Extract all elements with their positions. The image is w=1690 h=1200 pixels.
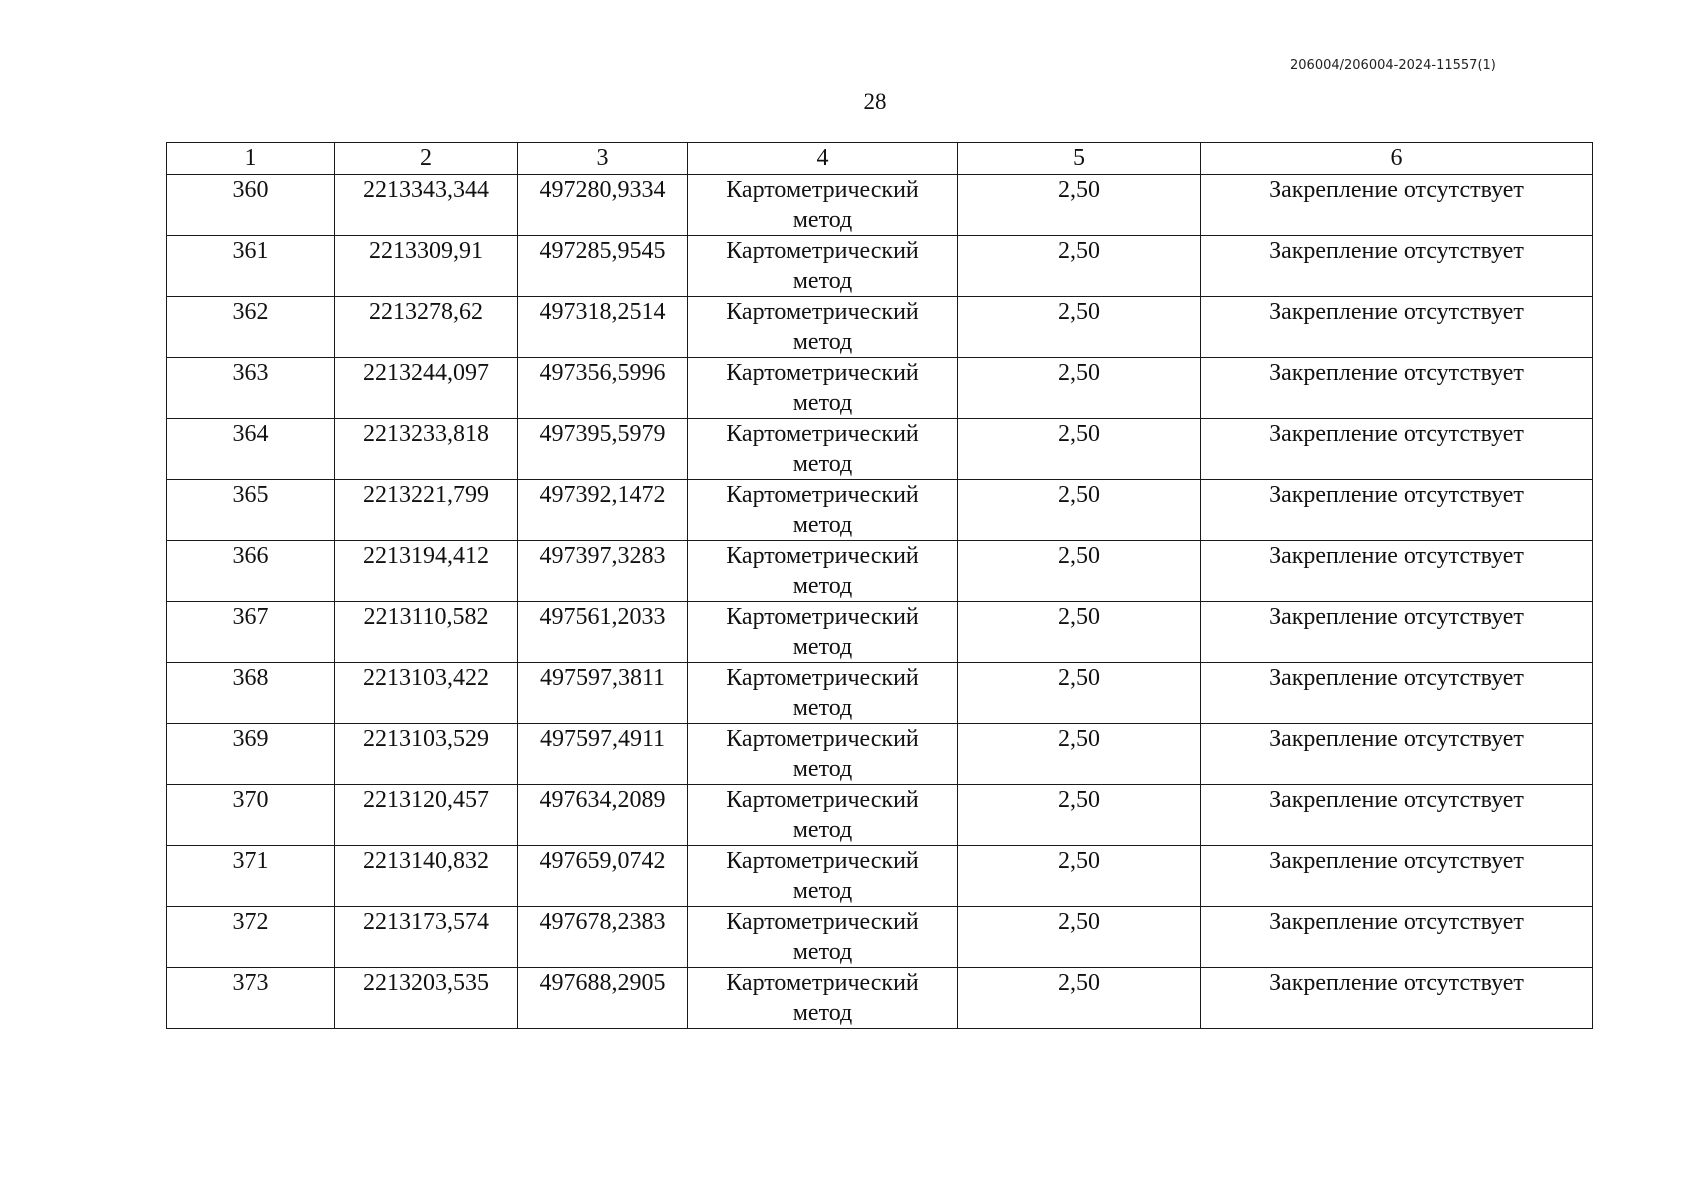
table-row xyxy=(167,785,1593,846)
table-row xyxy=(167,663,1593,724)
x-coordinate-cell: 2213194,412 xyxy=(335,541,518,602)
method-cell xyxy=(688,541,958,602)
fixation-cell: Закрепление отсутствует xyxy=(1201,846,1593,907)
y-coordinate-cell: 497285,9545 xyxy=(518,236,688,297)
y-coordinate-cell: 497392,1472 xyxy=(518,480,688,541)
method-line-1: Картометрический xyxy=(726,482,919,508)
table-row xyxy=(167,236,1593,297)
point-number-cell: 371 xyxy=(167,846,335,907)
x-coordinate-cell: 2213120,457 xyxy=(335,785,518,846)
fixation-cell: Закрепление отсутствует xyxy=(1201,602,1593,663)
method-line-2: метод xyxy=(792,817,853,843)
method-line-2: метод xyxy=(792,268,853,294)
x-coordinate-cell: 2213103,422 xyxy=(335,663,518,724)
method-cell xyxy=(688,968,958,1029)
accuracy-cell: 2,50 xyxy=(958,297,1201,358)
table-row xyxy=(167,602,1593,663)
method-cell xyxy=(688,724,958,785)
table-row xyxy=(167,358,1593,419)
method-line-2: метод xyxy=(792,390,853,416)
fixation-cell: Закрепление отсутствует xyxy=(1201,480,1593,541)
method-line-1: Картометрический xyxy=(726,726,919,752)
column-header: 1 xyxy=(167,143,335,175)
column-header: 4 xyxy=(688,143,958,175)
y-coordinate-cell: 497318,2514 xyxy=(518,297,688,358)
x-coordinate-cell: 2213173,574 xyxy=(335,907,518,968)
method-line-2: метод xyxy=(792,1000,853,1026)
method-line-1: Картометрический xyxy=(726,909,919,935)
fixation-cell: Закрепление отсутствует xyxy=(1201,175,1593,236)
method-line-1: Картометрический xyxy=(726,360,919,386)
accuracy-cell: 2,50 xyxy=(958,358,1201,419)
table-row xyxy=(167,541,1593,602)
point-number-cell: 373 xyxy=(167,968,335,1029)
table-row xyxy=(167,846,1593,907)
method-line-1: Картометрический xyxy=(726,299,919,325)
point-number-cell: 372 xyxy=(167,907,335,968)
y-coordinate-cell: 497561,2033 xyxy=(518,602,688,663)
method-line-1: Картометрический xyxy=(726,787,919,813)
table-row xyxy=(167,907,1593,968)
x-coordinate-cell: 2213309,91 xyxy=(335,236,518,297)
document-id: 206004/206004-2024-11557(1) xyxy=(1290,58,1496,73)
method-cell xyxy=(688,785,958,846)
point-number-cell: 369 xyxy=(167,724,335,785)
method-line-2: метод xyxy=(792,512,853,538)
method-cell xyxy=(688,480,958,541)
x-coordinate-cell: 2213140,832 xyxy=(335,846,518,907)
table-row xyxy=(167,297,1593,358)
y-coordinate-cell: 497597,3811 xyxy=(518,663,688,724)
column-header: 5 xyxy=(958,143,1201,175)
fixation-cell: Закрепление отсутствует xyxy=(1201,663,1593,724)
method-cell xyxy=(688,297,958,358)
accuracy-cell: 2,50 xyxy=(958,663,1201,724)
method-line-1: Картометрический xyxy=(726,238,919,264)
method-cell xyxy=(688,846,958,907)
fixation-cell: Закрепление отсутствует xyxy=(1201,968,1593,1029)
point-number-cell: 364 xyxy=(167,419,335,480)
point-number-cell: 360 xyxy=(167,175,335,236)
x-coordinate-cell: 2213221,799 xyxy=(335,480,518,541)
accuracy-cell: 2,50 xyxy=(958,907,1201,968)
fixation-cell: Закрепление отсутствует xyxy=(1201,785,1593,846)
method-cell xyxy=(688,175,958,236)
x-coordinate-cell: 2213343,344 xyxy=(335,175,518,236)
point-number-cell: 362 xyxy=(167,297,335,358)
method-line-1: Картометрический xyxy=(726,421,919,447)
y-coordinate-cell: 497395,5979 xyxy=(518,419,688,480)
fixation-cell: Закрепление отсутствует xyxy=(1201,724,1593,785)
y-coordinate-cell: 497659,0742 xyxy=(518,846,688,907)
column-header: 6 xyxy=(1201,143,1593,175)
table-row xyxy=(167,480,1593,541)
method-line-1: Картометрический xyxy=(726,177,919,203)
y-coordinate-cell: 497280,9334 xyxy=(518,175,688,236)
fixation-cell: Закрепление отсутствует xyxy=(1201,541,1593,602)
x-coordinate-cell: 2213244,097 xyxy=(335,358,518,419)
point-number-cell: 365 xyxy=(167,480,335,541)
method-line-2: метод xyxy=(792,451,853,477)
table-row xyxy=(167,175,1593,236)
x-coordinate-cell: 2213278,62 xyxy=(335,297,518,358)
method-cell xyxy=(688,358,958,419)
x-coordinate-cell: 2213103,529 xyxy=(335,724,518,785)
table-row xyxy=(167,724,1593,785)
y-coordinate-cell: 497397,3283 xyxy=(518,541,688,602)
table-body xyxy=(167,175,1593,1029)
method-cell xyxy=(688,663,958,724)
x-coordinate-cell: 2213110,582 xyxy=(335,602,518,663)
accuracy-cell: 2,50 xyxy=(958,236,1201,297)
point-number-cell: 370 xyxy=(167,785,335,846)
accuracy-cell: 2,50 xyxy=(958,785,1201,846)
method-line-2: метод xyxy=(792,634,853,660)
method-line-2: метод xyxy=(792,939,853,965)
table-row xyxy=(167,968,1593,1029)
method-cell xyxy=(688,419,958,480)
method-line-1: Картометрический xyxy=(726,543,919,569)
fixation-cell: Закрепление отсутствует xyxy=(1201,236,1593,297)
fixation-cell: Закрепление отсутствует xyxy=(1201,419,1593,480)
coordinates-table xyxy=(166,142,1593,1029)
accuracy-cell: 2,50 xyxy=(958,480,1201,541)
accuracy-cell: 2,50 xyxy=(958,602,1201,663)
x-coordinate-cell: 2213203,535 xyxy=(335,968,518,1029)
method-line-1: Картометрический xyxy=(726,970,919,996)
accuracy-cell: 2,50 xyxy=(958,419,1201,480)
fixation-cell: Закрепление отсутствует xyxy=(1201,297,1593,358)
x-coordinate-cell: 2213233,818 xyxy=(335,419,518,480)
method-cell xyxy=(688,602,958,663)
method-line-2: метод xyxy=(792,573,853,599)
method-line-2: метод xyxy=(792,329,853,355)
point-number-cell: 367 xyxy=(167,602,335,663)
y-coordinate-cell: 497356,5996 xyxy=(518,358,688,419)
point-number-cell: 368 xyxy=(167,663,335,724)
y-coordinate-cell: 497678,2383 xyxy=(518,907,688,968)
method-cell xyxy=(688,907,958,968)
y-coordinate-cell: 497688,2905 xyxy=(518,968,688,1029)
column-header: 3 xyxy=(518,143,688,175)
method-line-1: Картометрический xyxy=(726,665,919,691)
method-line-2: метод xyxy=(792,695,853,721)
method-cell xyxy=(688,236,958,297)
method-line-2: метод xyxy=(792,878,853,904)
accuracy-cell: 2,50 xyxy=(958,724,1201,785)
y-coordinate-cell: 497597,4911 xyxy=(518,724,688,785)
y-coordinate-cell: 497634,2089 xyxy=(518,785,688,846)
point-number-cell: 361 xyxy=(167,236,335,297)
accuracy-cell: 2,50 xyxy=(958,846,1201,907)
method-line-2: метод xyxy=(792,756,853,782)
method-line-1: Картометрический xyxy=(726,604,919,630)
fixation-cell: Закрепление отсутствует xyxy=(1201,907,1593,968)
method-line-1: Картометрический xyxy=(726,848,919,874)
accuracy-cell: 2,50 xyxy=(958,541,1201,602)
column-header: 2 xyxy=(335,143,518,175)
accuracy-cell: 2,50 xyxy=(958,175,1201,236)
accuracy-cell: 2,50 xyxy=(958,968,1201,1029)
point-number-cell: 366 xyxy=(167,541,335,602)
table-row xyxy=(167,419,1593,480)
method-line-2: метод xyxy=(792,207,853,233)
fixation-cell: Закрепление отсутствует xyxy=(1201,358,1593,419)
point-number-cell: 363 xyxy=(167,358,335,419)
table-header-row xyxy=(167,143,1593,175)
page-number: 28 xyxy=(863,89,887,114)
